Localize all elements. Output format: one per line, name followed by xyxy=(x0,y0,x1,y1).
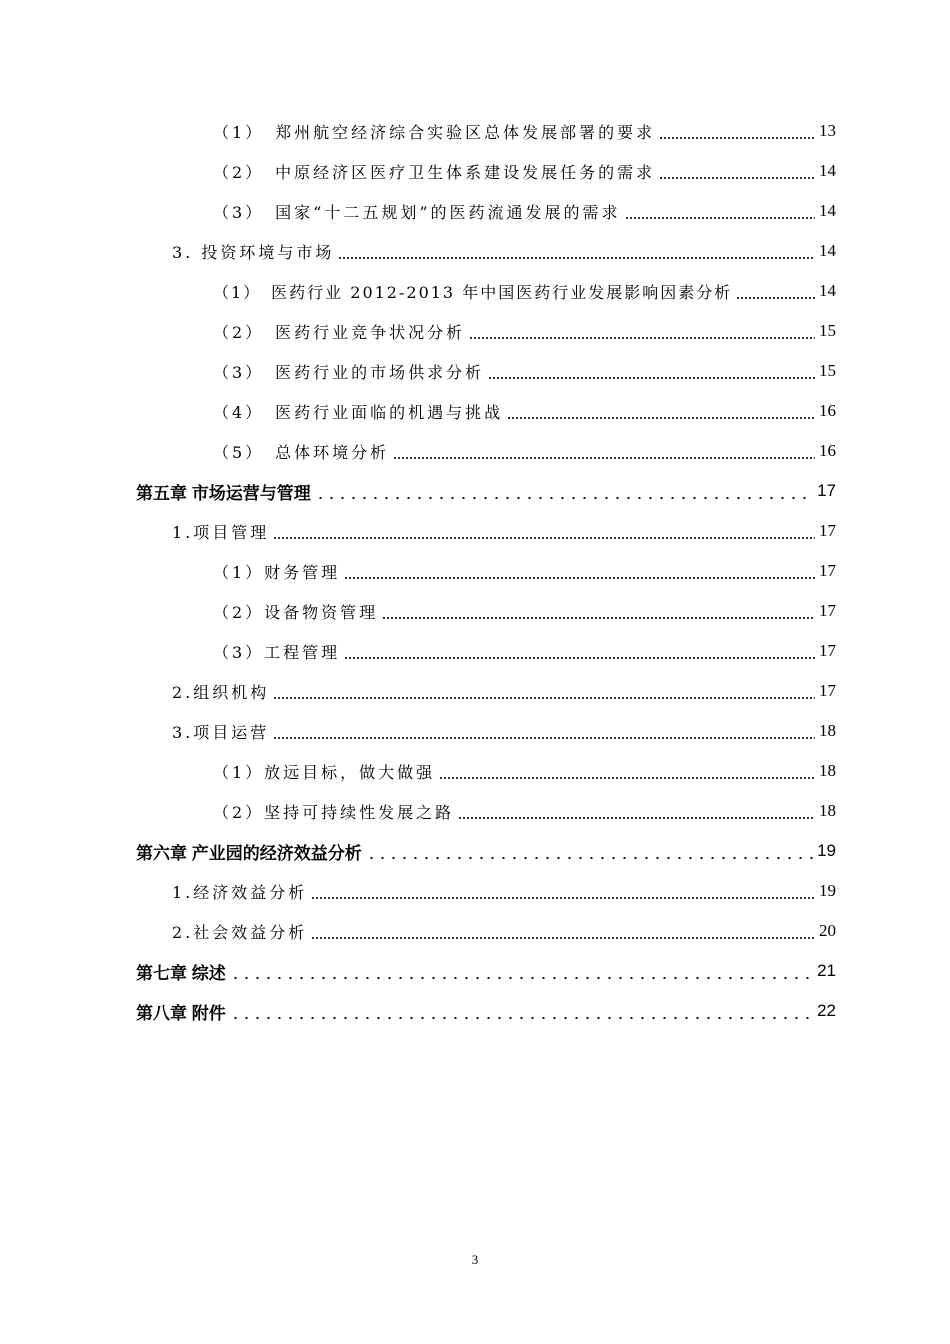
toc-entry-label: 第六章 产业园的经济效益分析 xyxy=(136,843,362,863)
toc-entry[interactable] xyxy=(172,871,836,911)
dot-leader xyxy=(625,217,815,219)
toc-entry[interactable] xyxy=(213,191,836,231)
toc-entry-label: （1）放远目标，做大做强 xyxy=(213,762,436,782)
toc-entry[interactable] xyxy=(213,631,836,671)
toc-entry-label: （3）工程管理 xyxy=(213,642,341,662)
dot-leader xyxy=(393,457,815,459)
toc-entry-page: 13 xyxy=(819,121,836,140)
dot-leader xyxy=(458,817,815,819)
dot-leader xyxy=(366,857,813,859)
toc-entry-label: （1） 医药行业 2012-2013 年中国医药行业发展影响因素分析 xyxy=(213,282,733,302)
dot-leader xyxy=(469,337,815,339)
toc-entry-page: 17 xyxy=(817,481,836,500)
toc-entry-label: 1.经济效益分析 xyxy=(172,882,308,902)
toc-entry[interactable] xyxy=(213,151,836,191)
toc-entry-page: 17 xyxy=(819,561,836,580)
toc-entry-label: 3. 投资环境与市场 xyxy=(172,242,335,262)
toc-entry[interactable] xyxy=(213,591,836,631)
dot-leader xyxy=(659,137,815,139)
toc-entry[interactable] xyxy=(213,791,836,831)
toc-entry-label: （3） 国家“十二五规划”的医药流通发展的需求 xyxy=(213,202,621,222)
dot-leader xyxy=(315,497,813,499)
toc-entry-label: （2）坚持可持续性发展之路 xyxy=(213,802,455,822)
toc-entry[interactable] xyxy=(213,271,836,311)
toc-entry-label: （4） 医药行业面临的机遇与挑战 xyxy=(213,402,504,422)
toc-entry[interactable] xyxy=(213,351,836,391)
toc-entry-page: 14 xyxy=(819,201,836,220)
toc-entry-label: 第五章 市场运营与管理 xyxy=(136,483,311,503)
dot-leader xyxy=(230,977,813,979)
toc-entry-page: 17 xyxy=(819,601,836,620)
dot-leader xyxy=(273,737,815,739)
toc-entry-page: 18 xyxy=(819,761,836,780)
toc-entry-page: 18 xyxy=(819,801,836,820)
toc-entry-page: 14 xyxy=(819,281,836,300)
dot-leader xyxy=(344,577,815,579)
toc-entry-page: 18 xyxy=(819,721,836,740)
toc-chapter-entry[interactable] xyxy=(136,951,836,991)
dot-leader xyxy=(230,1017,813,1019)
toc-entry[interactable] xyxy=(213,311,836,351)
page-number: 3 xyxy=(471,1252,479,1267)
toc-chapter-entry[interactable] xyxy=(136,471,836,511)
toc-entry-page: 15 xyxy=(819,321,836,340)
toc-entry-label: 2.组织机构 xyxy=(172,682,270,702)
toc-entry[interactable] xyxy=(213,111,836,151)
toc-entry-page: 17 xyxy=(819,641,836,660)
dot-leader xyxy=(273,697,815,699)
toc-entry-page: 15 xyxy=(819,361,836,380)
toc-entry-page: 17 xyxy=(819,681,836,700)
toc-entry-page: 14 xyxy=(819,161,836,180)
dot-leader xyxy=(488,377,815,379)
toc-entry[interactable] xyxy=(213,751,836,791)
toc-entry-label: 1.项目管理 xyxy=(172,522,270,542)
dot-leader xyxy=(659,177,815,179)
toc-entry-label: （5） 总体环境分析 xyxy=(213,442,390,462)
dot-leader xyxy=(273,537,815,539)
toc-entry[interactable] xyxy=(172,231,836,271)
toc-entry-label: （1） 郑州航空经济综合实验区总体发展部署的要求 xyxy=(213,122,656,142)
toc-entry[interactable] xyxy=(172,911,836,951)
toc-entry[interactable] xyxy=(172,511,836,551)
dot-leader xyxy=(344,657,815,659)
dot-leader xyxy=(338,257,815,259)
toc-chapter-entry[interactable] xyxy=(136,831,836,871)
dot-leader xyxy=(507,417,815,419)
toc-entry-page: 14 xyxy=(819,241,836,260)
toc-entry-label: 2.社会效益分析 xyxy=(172,922,308,942)
toc-entry-page: 22 xyxy=(817,1001,836,1020)
dot-leader xyxy=(311,937,815,939)
toc-entry[interactable] xyxy=(213,551,836,591)
toc-entry-label: （2）设备物资管理 xyxy=(213,602,379,622)
toc-entry-page: 19 xyxy=(817,841,836,860)
toc-entry-label: （2） 中原经济区医疗卫生体系建设发展任务的需求 xyxy=(213,162,656,182)
toc-entry[interactable] xyxy=(213,391,836,431)
toc-entry-page: 20 xyxy=(819,921,836,940)
dot-leader xyxy=(736,297,815,299)
toc-entry-page: 17 xyxy=(819,521,836,540)
toc-entry-page: 21 xyxy=(817,961,836,980)
dot-leader xyxy=(382,617,815,619)
dot-leader xyxy=(439,777,815,779)
toc-entry-page: 19 xyxy=(819,881,836,900)
toc-entry-label: 第七章 综述 xyxy=(136,963,226,983)
toc-entry[interactable] xyxy=(172,671,836,711)
toc-entry[interactable] xyxy=(172,711,836,751)
toc-entry-label: （2） 医药行业竞争状况分析 xyxy=(213,322,466,342)
toc-entry-label: 3.项目运营 xyxy=(172,722,270,742)
dot-leader xyxy=(311,897,815,899)
toc-entry-label: （3） 医药行业的市场供求分析 xyxy=(213,362,485,382)
toc-entry[interactable] xyxy=(213,431,836,471)
toc-entry-label: （1）财务管理 xyxy=(213,562,341,582)
toc-entry-page: 16 xyxy=(819,441,836,460)
toc-entry-label: 第八章 附件 xyxy=(136,1003,226,1023)
toc-chapter-entry[interactable] xyxy=(136,991,836,1031)
toc-entry-page: 16 xyxy=(819,401,836,420)
